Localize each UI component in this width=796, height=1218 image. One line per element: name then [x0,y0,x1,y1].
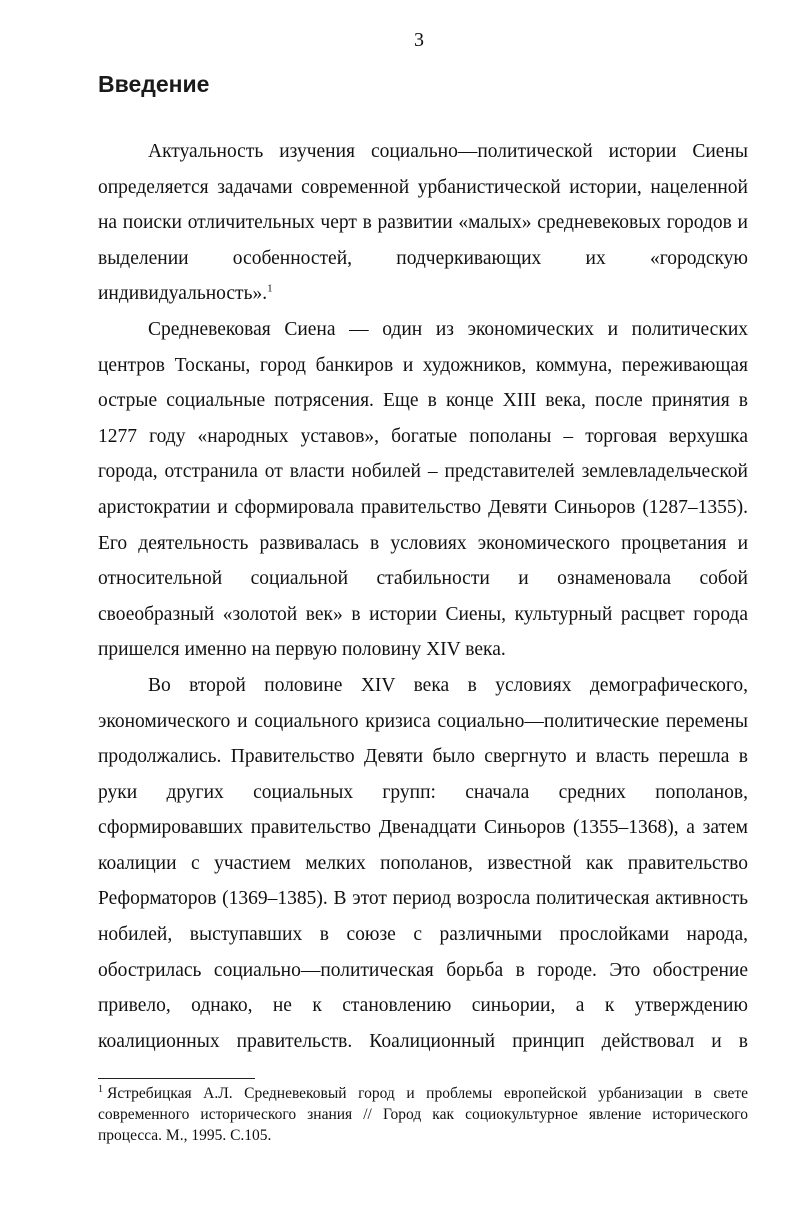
paragraph-1 [98,134,748,312]
paragraph-line: привело, однако, не к становлению синьории, а к утверждению [98,995,748,1017]
footnote-line: современного исторического знания // Город как социокультурное явление исторического [98,1106,748,1123]
paragraph-line: Средневековая Сиена — один из экономических и политических [148,318,748,340]
footnote-line: процесса. М., 1995. С.105. [98,1127,272,1144]
paragraph-line: Актуальность изучения социально—политической истории Сиены [148,141,748,162]
paragraph-line: Его деятельность развивалась в условиях экономического процветания и [98,532,748,554]
paragraph-line: коалиции с участием мелких пополанов, известной как правительство [98,852,748,874]
paragraph-line: относительной социальной стабильности и ознаменовала собой [98,568,748,590]
paragraph-line-with-footnote [98,276,748,312]
footnote [98,1083,748,1146]
footnote-reference: 1 [267,282,273,295]
paragraph-line: 1277 году «народных уставов», богатые пополаны – торговая верхушка [98,425,748,447]
paragraph-line: определяется задачами современной урбанистической истории, нацеленной [98,176,748,198]
page-number: 3 [414,29,424,51]
paragraph-2 [98,312,748,668]
paragraph-line: сформировавших правительство Двенадцати Синьоров (1355–1368), а затем [98,817,748,839]
paragraph-line: пришелся именно на первую половину XIV века. [98,639,506,661]
section-heading: Введение [98,71,210,97]
paragraph-3 [98,668,748,1060]
paragraph-line: индивидуальность». [98,283,268,305]
paragraph-line: города, отстранила от власти нобилей – представителей землевладельческой [98,461,748,483]
footnote-separator [98,1078,255,1079]
footnote-text: Ястребицкая А.Л. Средневековый город и проблемы европейской урбанизации в свете [107,1085,748,1102]
paragraph-line: центров Тосканы, город банкиров и художников, коммуна, переживающая [98,354,748,376]
paragraph-line: нобилей, выступавших в союзе с различными прослойками народа, [98,924,748,946]
paragraph-line: своеобразный «золотой век» в истории Сиены, культурный расцвет города [98,603,748,625]
paragraph-line: аристократии и сформировала правительство Девяти Синьоров (1287–1355). [98,496,748,518]
paragraph-line: руки других социальных групп: сначала средних пополанов, [98,781,748,803]
paragraph-line: экономического и социального кризиса социально—политические перемены [98,710,748,732]
paragraph-line: выделении особенностей, подчеркивающих их «городскую [98,247,748,269]
paragraph-line: продолжались. Правительство Девяти было свергнуто и власть перешла в [98,746,748,768]
footnote-number: 1 [98,1083,103,1095]
paragraph-line: обострилась социально—политическая борьба в городе. Это обострение [98,959,748,981]
paragraph-line: Реформаторов (1369–1385). В этот период возросла политическая активность [98,888,748,910]
paragraph-line: Во второй половине XIV века в условиях демографического, [148,674,748,696]
footnote-line [98,1083,748,1104]
paragraph-line: острые социальные потрясения. Еще в конце XIII века, после принятия в [98,390,748,412]
paragraph-line: на поиски отличительных черт в развитии «малых» средневековых городов и [98,212,748,234]
body-text [98,134,748,1059]
paragraph-line: коалиционных правительств. Коалиционный принцип действовал и в [98,1030,748,1052]
